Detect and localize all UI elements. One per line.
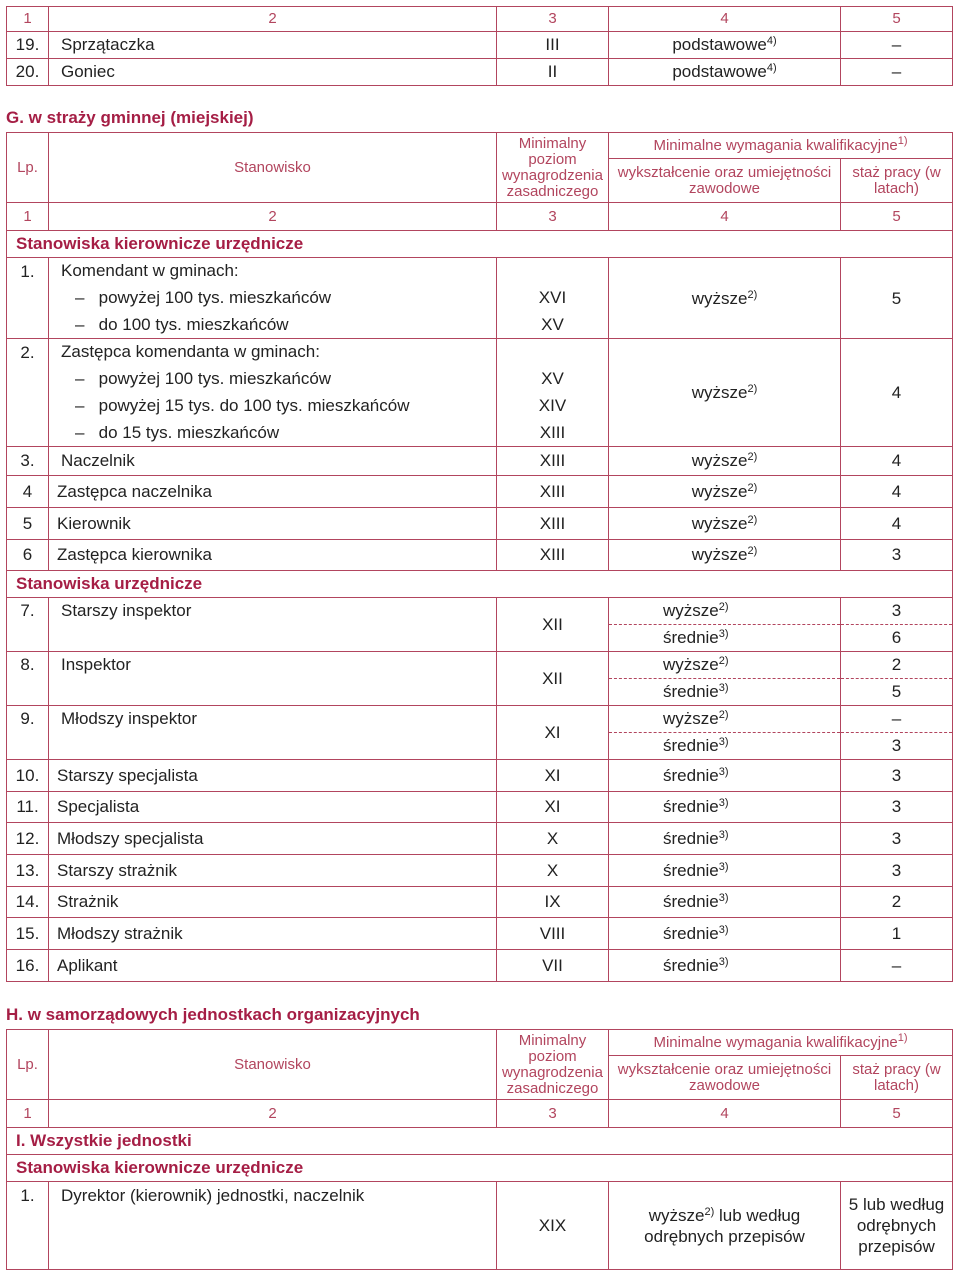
row-level: VII <box>497 950 609 982</box>
row-level: III <box>497 32 609 59</box>
table-row <box>7 508 953 540</box>
row-lp: 19. <box>7 32 49 59</box>
row-level: XIV <box>497 393 609 420</box>
group-heading: Stanowiska urzędnicze <box>7 571 953 598</box>
section-h-table <box>6 1029 953 1270</box>
header-lp: Lp. <box>7 1030 49 1100</box>
col-number: 2 <box>49 7 497 32</box>
row-edu: podstawowe$^{4)}$ <box>609 59 841 86</box>
row-edu: wyższe$^{2)}$ <box>609 706 841 733</box>
row-exp: 3 <box>841 792 953 823</box>
row-position: Strażnik <box>49 887 497 918</box>
header-position: Stanowisko <box>49 1030 497 1100</box>
row-exp: 3 <box>841 733 953 760</box>
col-number: 3 <box>497 1100 609 1128</box>
table-row <box>7 339 953 366</box>
row-position: Starszy specjalista <box>49 760 497 792</box>
row-lp: 2. <box>7 339 49 447</box>
row-lp: 20. <box>7 59 49 86</box>
row-position: Młodszy strażnik <box>49 918 497 950</box>
table-row <box>7 258 953 285</box>
sub-position: – powyżej 100 tys. mieszkańców <box>49 366 497 393</box>
header-exp: staż pracy (w latach) <box>841 1056 953 1100</box>
row-position: Młodszy inspektor <box>49 706 497 760</box>
col-number: 4 <box>609 7 841 32</box>
row-edu: średnie$^{3)}$ <box>609 918 841 950</box>
row-level: XIII <box>497 476 609 508</box>
row-level: II <box>497 59 609 86</box>
row-edu: średnie$^{3)}$ <box>609 733 841 760</box>
sub-position: – do 15 tys. mieszkańców <box>49 420 497 447</box>
row-lp: 8. <box>7 652 49 706</box>
table-row <box>7 598 953 625</box>
row-level <box>497 258 609 285</box>
row-exp: 4 <box>841 339 953 447</box>
row-edu: średnie$^{3)}$ <box>609 950 841 982</box>
row-edu: wyższe$^{2)}$ <box>609 508 841 540</box>
row-exp: 5 <box>841 285 953 339</box>
row-level: X <box>497 855 609 887</box>
sub-position: – powyżej 100 tys. mieszkańców <box>49 285 497 312</box>
row-level: XI <box>497 792 609 823</box>
row-position: Dyrektor (kierownik) jednostki, naczelnik <box>49 1182 497 1270</box>
header-edu: wykształcenie oraz umiejętności zawodowe <box>609 159 841 203</box>
col-number: 3 <box>497 7 609 32</box>
group-heading: Stanowiska kierownicze urzędnicze <box>7 1155 953 1182</box>
row-level: XII <box>497 598 609 652</box>
header-min-req: Minimalne wymagania kwalifikacyjne$^{1)}$ <box>609 133 953 159</box>
row-level: XVI <box>497 285 609 312</box>
row-edu: średnie$^{3)}$ <box>609 823 841 855</box>
row-edu: wyższe$^{2)}$ <box>609 476 841 508</box>
row-level: XV <box>497 312 609 339</box>
row-edu: średnie$^{3)}$ <box>609 887 841 918</box>
row-level: XIX <box>497 1182 609 1270</box>
row-level: XIII <box>497 540 609 571</box>
table-row <box>7 59 953 86</box>
row-position: Sprzątaczka <box>49 32 497 59</box>
table-row <box>7 823 953 855</box>
table-row <box>7 32 953 59</box>
row-level: XII <box>497 652 609 706</box>
table-row <box>7 540 953 571</box>
row-exp: 4 <box>841 447 953 476</box>
row-exp: 6 <box>841 625 953 652</box>
row-exp: 3 <box>841 540 953 571</box>
row-lp: 15. <box>7 918 49 950</box>
header-position: Stanowisko <box>49 133 497 203</box>
row-edu <box>609 258 841 285</box>
row-exp <box>841 258 953 285</box>
row-level: XI <box>497 706 609 760</box>
header-min-level: Minimalny poziom wynagrodzenia zasadniczego <box>497 1030 609 1100</box>
col-number: 5 <box>841 1100 953 1128</box>
table-row <box>7 855 953 887</box>
row-lp: 7. <box>7 598 49 652</box>
col-number: 3 <box>497 203 609 231</box>
row-exp: 3 <box>841 598 953 625</box>
col-number: 4 <box>609 203 841 231</box>
row-position: Specjalista <box>49 792 497 823</box>
row-level: IX <box>497 887 609 918</box>
header-min-req: Minimalne wymagania kwalifikacyjne$^{1)}$ <box>609 1030 953 1056</box>
row-lp: 12. <box>7 823 49 855</box>
row-edu: średnie$^{3)}$ <box>609 855 841 887</box>
row-exp: 5 <box>841 679 953 706</box>
col-number: 5 <box>841 203 953 231</box>
row-exp: 2 <box>841 652 953 679</box>
row-lp: 10. <box>7 760 49 792</box>
row-level: XI <box>497 760 609 792</box>
row-edu: wyższe$^{2)}$ <box>609 598 841 625</box>
col-number: 2 <box>49 1100 497 1128</box>
table-row <box>7 1182 953 1270</box>
sub-position: – powyżej 15 tys. do 100 tys. mieszkańców <box>49 393 497 420</box>
row-lp: 1. <box>7 258 49 339</box>
row-lp: 3. <box>7 447 49 476</box>
table-row <box>7 285 953 312</box>
row-position: Starszy strażnik <box>49 855 497 887</box>
row-exp: 3 <box>841 855 953 887</box>
row-position: Starszy inspektor <box>49 598 497 652</box>
row-lp: 9. <box>7 706 49 760</box>
col-number: 2 <box>49 203 497 231</box>
row-position: Kierownik <box>49 508 497 540</box>
col-number: 4 <box>609 1100 841 1128</box>
row-position: Goniec <box>49 59 497 86</box>
row-position: Komendant w gminach: <box>49 258 497 285</box>
row-exp: 5 lub według odrębnych przepisów <box>841 1182 953 1270</box>
header-edu: wykształcenie oraz umiejętności zawodowe <box>609 1056 841 1100</box>
row-exp: 3 <box>841 823 953 855</box>
row-position: Zastępca naczelnika <box>49 476 497 508</box>
row-edu: średnie$^{3)}$ <box>609 679 841 706</box>
row-exp: – <box>841 32 953 59</box>
col-number: 1 <box>7 7 49 32</box>
sub-position: – do 100 tys. mieszkańców <box>49 312 497 339</box>
row-lp: 6 <box>7 540 49 571</box>
row-lp: 1. <box>7 1182 49 1270</box>
row-exp: – <box>841 59 953 86</box>
row-edu: wyższe$^{2)}$ <box>609 652 841 679</box>
header-min-level: Minimalny poziom wynagrodzenia zasadniczego <box>497 133 609 203</box>
top-table <box>6 6 953 86</box>
row-level: XIII <box>497 508 609 540</box>
table-row <box>7 706 953 733</box>
section-g-table <box>6 132 953 982</box>
row-level: XIII <box>497 447 609 476</box>
row-edu: podstawowe$^{4)}$ <box>609 32 841 59</box>
group-heading: Stanowiska kierownicze urzędnicze <box>7 231 953 258</box>
row-lp: 4 <box>7 476 49 508</box>
group-heading: I. Wszystkie jednostki <box>7 1128 953 1155</box>
row-exp: – <box>841 950 953 982</box>
row-exp: 1 <box>841 918 953 950</box>
table-row <box>7 652 953 679</box>
row-edu: średnie$^{3)}$ <box>609 760 841 792</box>
section-h-title: H. w samorządowych jednostkach organizacyjnych <box>6 1005 420 1024</box>
row-edu: wyższe$^{2)}$ <box>609 540 841 571</box>
header-exp: staż pracy (w latach) <box>841 159 953 203</box>
table-row <box>7 918 953 950</box>
row-level: XIII <box>497 420 609 447</box>
table-row <box>7 887 953 918</box>
table-row <box>7 447 953 476</box>
row-edu: średnie$^{3)}$ <box>609 625 841 652</box>
table-row <box>7 792 953 823</box>
row-edu: wyższe$^{2)}$ <box>609 447 841 476</box>
table-row <box>7 950 953 982</box>
row-edu: średnie$^{3)}$ <box>609 792 841 823</box>
row-exp: 4 <box>841 476 953 508</box>
row-exp: 4 <box>841 508 953 540</box>
row-lp: 13. <box>7 855 49 887</box>
header-lp: Lp. <box>7 133 49 203</box>
row-exp: 3 <box>841 760 953 792</box>
row-lp: 16. <box>7 950 49 982</box>
col-number: 5 <box>841 7 953 32</box>
row-lp: 5 <box>7 508 49 540</box>
section-g-title: G. w straży gminnej (miejskiej) <box>6 108 254 127</box>
row-position: Inspektor <box>49 652 497 706</box>
table-row <box>7 476 953 508</box>
row-edu: wyższe$^{2)}$ lub według odrębnych przepisów <box>609 1182 841 1270</box>
row-level <box>497 339 609 366</box>
row-exp: – <box>841 706 953 733</box>
row-edu: wyższe$^{2)}$ <box>609 339 841 447</box>
row-exp: 2 <box>841 887 953 918</box>
row-lp: 11. <box>7 792 49 823</box>
row-position: Aplikant <box>49 950 497 982</box>
row-position: Naczelnik <box>49 447 497 476</box>
col-number: 1 <box>7 1100 49 1128</box>
row-position: Zastępca komendanta w gminach: <box>49 339 497 366</box>
row-level: XV <box>497 366 609 393</box>
col-number: 1 <box>7 203 49 231</box>
row-level: X <box>497 823 609 855</box>
row-edu: wyższe$^{2)}$ <box>609 285 841 339</box>
row-level: VIII <box>497 918 609 950</box>
row-position: Młodszy specjalista <box>49 823 497 855</box>
row-position: Zastępca kierownika <box>49 540 497 571</box>
table-row <box>7 760 953 792</box>
row-lp: 14. <box>7 887 49 918</box>
